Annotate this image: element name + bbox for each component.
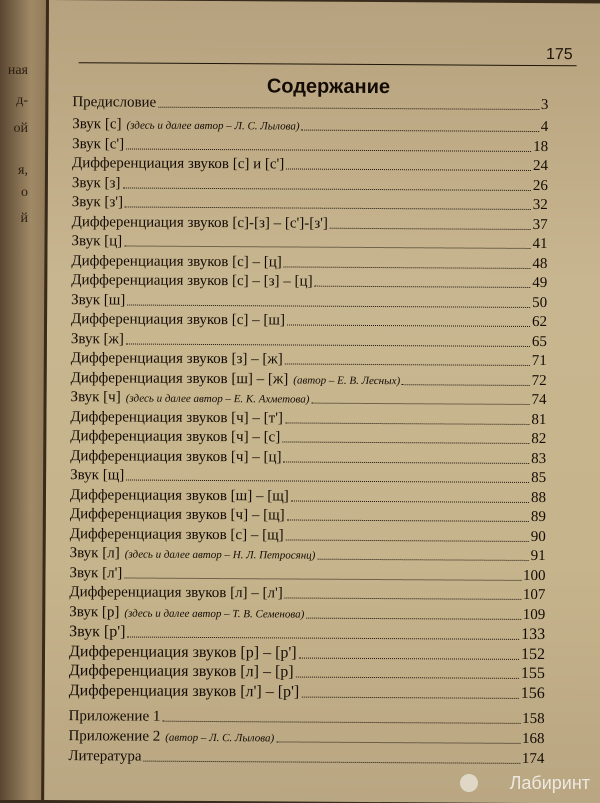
toc-entry-page-number: 156: [520, 684, 545, 703]
page-number: 175: [545, 46, 573, 64]
toc-entry-page-number: 65: [531, 333, 547, 351]
toc-entry-title: Дифференциация звуков [ч] – [щ]: [69, 506, 285, 524]
toc-leader-dots: [126, 478, 529, 482]
toc-leader-dots: [402, 383, 530, 386]
toc-entry: [70, 506, 546, 526]
toc-entry-author-note: (автор – Е. В. Лесных): [293, 374, 401, 388]
toc-entry: [71, 272, 547, 292]
toc-entry-title: Дифференциация звуков [с]-[з] – [с']-[з']: [71, 214, 328, 232]
toc-entry: [71, 350, 547, 370]
toc-entry-title: Звук [с]: [72, 116, 122, 133]
toc-leader-dots: [285, 421, 529, 424]
toc-entry-title: Дифференциация звуков [с] – [з] – [ц]: [71, 272, 313, 290]
labirint-logo-icon: [460, 774, 478, 792]
previous-page-fragment: д-: [16, 93, 28, 108]
toc-leader-dots: [330, 227, 531, 230]
toc-leader-dots: [315, 285, 531, 288]
previous-page-fragment: ой: [13, 121, 28, 136]
toc-entry-page-number: 90: [530, 528, 546, 546]
toc-entry-title: Дифференциация звуков [л] – [л']: [69, 584, 283, 602]
toc-entry-page-number: 37: [532, 216, 548, 234]
toc-leader-dots: [124, 244, 530, 248]
toc-entry-title: Дифференциация звуков [ч] – [ц]: [70, 448, 282, 466]
toc-leader-dots: [311, 402, 529, 405]
toc-leader-dots: [287, 518, 529, 521]
toc-leader-dots: [276, 740, 520, 743]
toc-entry-title: Дифференциация звуков [ч] – [с]: [70, 428, 281, 446]
toc-entry: [70, 487, 546, 507]
toc-leader-dots: [125, 205, 531, 209]
watermark: Лабиринт: [509, 773, 590, 793]
toc-entry-page-number: 88: [530, 489, 547, 507]
toc-entry-title: Приложение 1: [68, 708, 161, 725]
toc-entry-title: Приложение 2: [68, 728, 161, 745]
toc-entry: [70, 409, 546, 429]
toc-entry-author-note: (здесь и далее автор – Л. С. Лылова): [126, 119, 300, 133]
toc-entry-page-number: 158: [522, 710, 545, 728]
toc-entry: [69, 643, 545, 664]
toc-leader-dots: [282, 440, 529, 444]
toc-entry-page-number: 109: [522, 606, 546, 624]
toc-entry: [70, 428, 546, 448]
toc-leader-dots: [299, 657, 519, 660]
toc-entry: [69, 623, 545, 644]
previous-page-fragment: о: [21, 185, 28, 200]
toc-entry: [72, 136, 548, 156]
toc-entry: [70, 467, 546, 487]
toc-entry: [69, 682, 545, 703]
toc-entry-page-number: 85: [531, 469, 547, 487]
toc-entry-page-number: 4: [540, 119, 549, 136]
toc-entry-author-note: (здесь и далее автор – Т. В. Семенова): [124, 607, 305, 621]
toc-entry: [72, 175, 548, 195]
toc-entry-title: Звук [ч]: [70, 389, 121, 406]
toc-entry-author-note: (автор – Л. С. Лылова): [165, 731, 275, 745]
toc-entry-title: Звук [р]: [69, 604, 120, 621]
toc-entry-title: Предисловие: [72, 94, 157, 111]
toc-entry-title: Дифференциация звуков [ш] – [ж]: [70, 370, 289, 388]
toc-leader-dots: [286, 538, 529, 541]
toc-leader-dots: [285, 596, 521, 599]
toc-leader-dots: [306, 617, 520, 620]
toc-entry-page-number: 133: [521, 625, 546, 644]
toc-entry-title: Дифференциация звуков [л] – [р]: [68, 662, 294, 681]
toc-leader-dots: [158, 106, 539, 110]
toc-leader-dots: [126, 342, 530, 346]
toc-entry: [70, 545, 546, 565]
toc-entry-page-number: 26: [532, 177, 548, 195]
toc-entry-title: Дифференциация звуков [р] – [р']: [68, 643, 297, 662]
toc-entry-page-number: 32: [532, 196, 548, 214]
toc-entry-title: Звук [ж]: [70, 331, 124, 348]
toc-entry: [72, 94, 548, 114]
toc-entry: [69, 708, 545, 728]
toc-entry-page-number: 152: [520, 645, 546, 664]
toc-leader-dots: [287, 323, 530, 326]
toc-leader-dots: [127, 636, 519, 640]
toc-entry-page-number: 100: [522, 567, 546, 585]
toc-entry: [69, 584, 545, 604]
toc-entry-author-note: (здесь и далее автор – Н. Л. Петросянц): [124, 548, 316, 562]
toc-entry-page-number: 83: [531, 450, 547, 468]
toc-leader-dots: [144, 760, 520, 764]
book-page: [41, 0, 600, 803]
toc-entry: [71, 233, 547, 253]
previous-page-fragment: й: [20, 211, 28, 226]
toc-leader-dots: [124, 576, 521, 580]
toc-entry: [69, 662, 545, 683]
toc-entry: [72, 214, 548, 234]
header-rule: [79, 62, 577, 66]
toc-entry: [71, 311, 547, 331]
toc-entry-title: Звук [ц]: [71, 233, 123, 250]
toc-entry-page-number: 41: [532, 235, 548, 253]
toc-entry-page-number: 49: [532, 274, 548, 292]
toc-entry: [68, 748, 544, 768]
toc-leader-dots: [284, 265, 531, 269]
toc-entry-title: Дифференциация звуков [с] – [щ]: [69, 526, 284, 544]
previous-page-fragment: ная: [7, 63, 28, 78]
toc-entry-title: Звук [з']: [71, 194, 124, 211]
toc-entry-title: Звук [л']: [69, 565, 123, 582]
toc-leader-dots: [122, 186, 530, 190]
toc-leader-dots: [127, 304, 530, 308]
toc-entry: [72, 194, 548, 214]
toc-leader-dots: [162, 720, 520, 724]
toc-leader-dots: [301, 129, 538, 132]
toc-entry-title: Дифференциация звуков [с] – [ц]: [71, 253, 282, 271]
toc-entry: [69, 604, 545, 624]
toc-entry: [68, 728, 544, 748]
page-title: Содержание: [266, 75, 391, 99]
toc-entry: [72, 116, 548, 136]
toc-entry-page-number: 24: [532, 157, 549, 175]
toc-entry-title: Дифференциация звуков [з] – [ж]: [70, 350, 283, 368]
toc-entry-title: Дифференциация звуков [с] – [ш]: [71, 311, 286, 329]
toc-entry-title: Дифференциация звуков [ш] – [щ]: [69, 487, 289, 505]
toc-entry-page-number: 91: [530, 547, 546, 565]
toc-entry-page-number: 62: [531, 313, 548, 331]
toc-entry-title: Звук [л]: [69, 545, 120, 562]
toc-entry: [71, 331, 547, 351]
toc-entry-page-number: 81: [531, 411, 547, 429]
toc-entry-title: Звук [с']: [72, 136, 125, 153]
toc-leader-dots: [126, 147, 531, 151]
toc-entry-page-number: 50: [532, 294, 548, 312]
toc-leader-dots: [296, 676, 519, 679]
toc-entry-page-number: 174: [521, 750, 545, 768]
toc-leader-dots: [291, 500, 529, 503]
toc-entry: [71, 389, 547, 409]
toc-leader-dots: [301, 696, 519, 699]
toc-entry-page-number: 18: [533, 138, 549, 156]
toc-entry-page-number: 3: [540, 97, 549, 114]
toc-leader-dots: [283, 460, 529, 464]
toc-entry-title: Звук [з]: [71, 175, 121, 192]
toc-entry-page-number: 168: [521, 730, 545, 748]
toc-entry-title: Дифференциация звуков [ч] – [т']: [70, 409, 284, 427]
toc-entry-page-number: 155: [520, 664, 545, 683]
toc-entry-author-note: (здесь и далее автор – Е. К. Ахметова): [125, 392, 310, 406]
toc-entry-page-number: 48: [532, 255, 548, 273]
toc-entry-title: Звук [р']: [69, 623, 126, 641]
toc-entry-page-number: 82: [531, 430, 547, 448]
toc-entry: [72, 155, 548, 175]
toc-entry: [71, 292, 547, 312]
toc-entry-page-number: 74: [531, 391, 547, 409]
toc-entry-title: Звук [ш]: [71, 292, 126, 309]
toc-leader-dots: [286, 167, 531, 170]
toc-entry-title: Дифференциация звуков [л'] – [р']: [68, 682, 300, 701]
toc-entry-title: Звук [щ]: [70, 467, 125, 484]
toc-entry-page-number: 71: [531, 352, 547, 370]
toc-entry-page-number: 72: [531, 372, 547, 390]
toc-leader-dots: [285, 362, 530, 365]
toc-entry: [70, 448, 546, 468]
toc-entry-page-number: 107: [522, 586, 546, 604]
toc-entry-title: Литература: [68, 748, 142, 765]
toc-entry: [70, 526, 546, 546]
toc-entry-title: Дифференциация звуков [с] и [с']: [71, 155, 285, 173]
toc-entry: [71, 370, 547, 390]
toc-entry: [69, 565, 545, 585]
toc-entry: [71, 253, 547, 273]
toc-leader-dots: [317, 558, 528, 561]
toc-entry-page-number: 89: [530, 508, 546, 526]
previous-page-fragment: я,: [18, 163, 28, 178]
